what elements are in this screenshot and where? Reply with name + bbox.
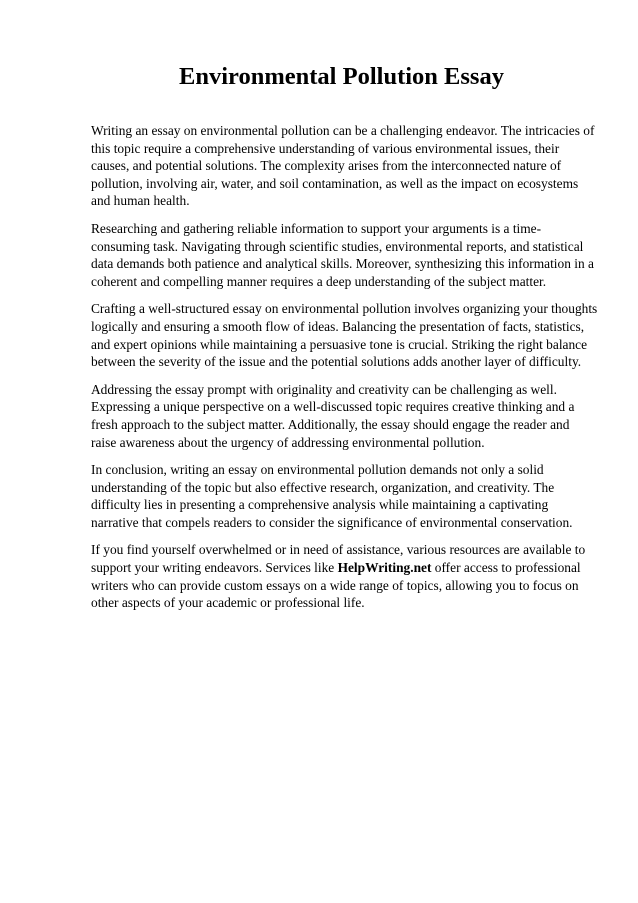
- paragraph-5: In conclusion, writing an essay on environmental pollution demands not only a solid understanding of the topic but also effective research, organization, and creativity. The difficulty lies in presenting a comprehensive analysis while maintaining a captivating narrative that compels readers to consider the significance of environmental conservation.: [91, 462, 573, 530]
- paragraph-4: Addressing the essay prompt with originality and creativity can be challenging as well. Expressing a unique perspective on a well-discussed topic requires creative thinking and a fresh approach to the subject matter. Additionally, the essay should engage the reader and raise awareness about the urgency of addressing environmental pollution.: [91, 381, 575, 450]
- paragraph-6-text-before: If you find yourself overwhelmed or in need of assistance, various resources are available to support your writing endeavors. Services like: [91, 542, 586, 576]
- page-title: Environmental Pollution Essay: [179, 63, 504, 90]
- paragraph-3: Crafting a well-structured essay on environmental pollution involves organizing your thoughts logically and ensuring a smooth flow of ideas. Balancing the presentation of facts, statistics, and expert opinions while maintaining a persuasive tone is crucial. Striking the right balance between the severity of the issue and the potential solutions adds another layer of difficulty.: [91, 301, 598, 370]
- helpwriting-brand-text: HelpWriting.net: [337, 560, 432, 576]
- paragraph-6-text-after: offer access to professional writers who can provide custom essays on a wide range of topics, allowing you to focus on other aspects of your academic or professional life.: [91, 560, 581, 611]
- paragraph-1: Writing an essay on environmental pollution can be a challenging endeavor. The intricacies of this topic require a comprehensive understanding of various environmental issues, their causes, and potential solutions. The complexity arises from the interconnected nature of pollution, involving air, water, and soil contamination, as well as the impact on ecosystems and human health.: [91, 123, 595, 209]
- paragraph-2: Researching and gathering reliable information to support your arguments is a time-consuming task. Navigating through scientific studies, environmental reports, and statistical data demands both patience and analytical skills. Moreover, synthesizing this information in a coherent and compelling manner requires a deep understanding of the subject matter.: [91, 220, 594, 289]
- paragraph-6: [91, 541, 598, 611]
